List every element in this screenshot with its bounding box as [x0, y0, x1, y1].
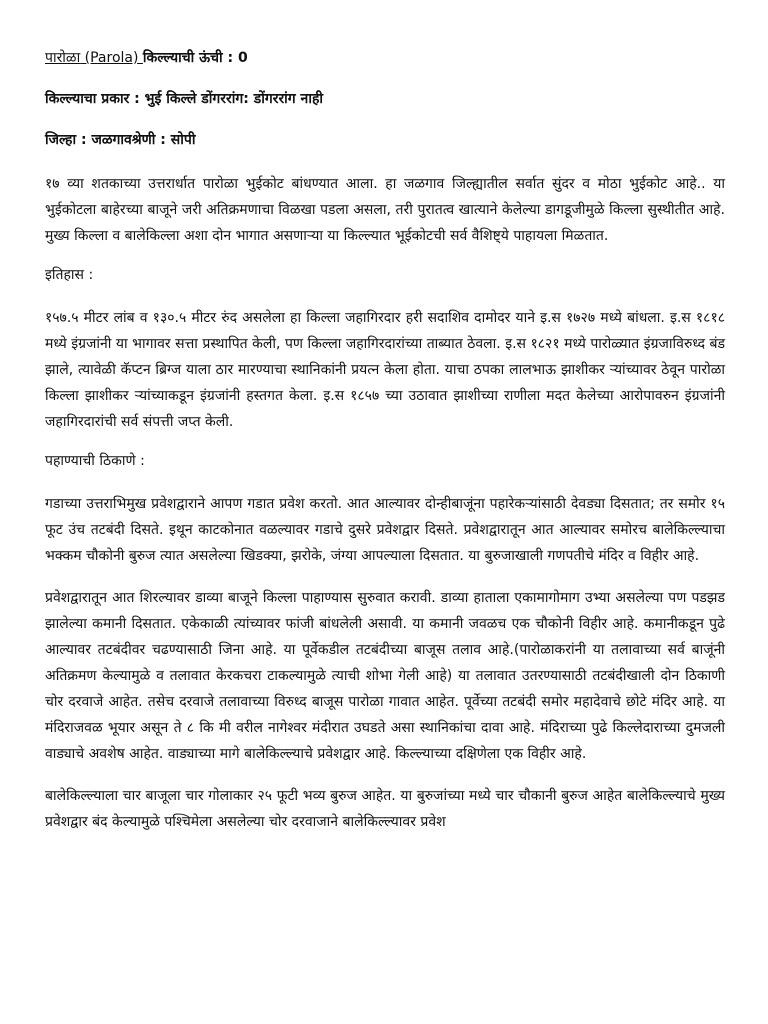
history-paragraph: १५७.५ मीटर लांब व १३०.५ मीटर रुंद असलेला हा किल्ला जहागिरदार हरी सदाशिव दामोदर याने इ.स १७२७ मध्ये बांधला. इ.स १८१८ मध्ये इंग्रजांनी या भागावर सत्ता प्रस्थापित केली, पण किल्ला जहागिरदारांच्या ताब्यात ठेवला. इ.स १८२१ मध्ये पारोळ्यात इंग्रजाविरुध्द बंड झाले, त्यावेळी कॅप्टन ब्रिग्ज याला ठार मारण्याचा स्थानिकांनी प्रयत्न केला होता. याचा ठपका लालभाऊ झाशीकर ऱ्यांच्यावर ठेवून पारोळा किल्ला झाशीकर ऱ्यांच्याकडून इंग्रजांनी हस्तगत केला. इ.स १८५७ च्या उठावात झाशीच्या राणीला मदत केलेच्या आरोपावरुन इंग्रजांनी जहागिरदारांची सर्व संपत्ती जप्त केली.	[45, 310, 725, 430]
places-paragraph-3: बालेकिल्ल्याला चार बाजूला चार गोलाकार २५ फूटी भव्य बुरुज आहेत. या बुरुजांच्या मध्ये चार चौकानी बुरुज आहेत बालेकिल्ल्याचे मुख्य प्रवेशद्वार बंद केल्यामुळे पश्चिमेला असलेल्या चोर दरवाजाने बालेकिल्ल्यावर प्रवेश	[45, 788, 725, 830]
district-line: जिल्हा : जळगावश्रेणी : सोपी	[45, 132, 196, 148]
places-paragraph-1: गडाच्या उत्तराभिमुख प्रवेशद्वाराने आपण गडात प्रवेश करतो. आत आल्यावर दोन्हीबाजूंना पहारेकऱ्यांसाठी देवड्या दिसतात; तर समोर १५ फूट उंच तटबंदी दिसते. इथून काटकोनात वळल्यावर गडाचे दुसरे प्रवेशद्वार दिसते. प्रवेशद्वारातून आत आल्यावर समोरच बालेकिल्ल्याचा भक्कम चौकोनी बुरुज त्यात असलेल्या खिडक्या, झरोके, जंग्या आपल्याला दिसतात. या बुरुजाखाली गणपतीचे मंदिर व विहीर आहे.	[45, 496, 725, 564]
places-heading: पहाण्याची ठिकाणे :	[45, 453, 145, 469]
history-heading: इतिहास :	[45, 267, 94, 283]
height-label: किल्ल्याची ऊंची :	[142, 50, 234, 66]
document-page	[45, 48, 725, 851]
fort-type-line: किल्ल्याचा प्रकार : भुई किल्ले डोंगररांग: डोंगररांग नाही	[45, 91, 324, 107]
places-paragraph-2: प्रवेशद्वारातून आत शिरल्यावर डाव्या बाजूने किल्ला पाहाण्यास सुरुवात करावी. डाव्या हाताला एकामागोमाग उभ्या असलेल्या पण पडझड झालेल्या कमानी दिसतात. एकेकाळी त्यांच्यावर फांजी बांधलेली असावी. या कमानी जवळच एक चौकोनी विहीर आहे. कमानीकडून पुढे आल्यावर तटबंदीवर चढण्यासाठी जिना आहे. या पूर्वेकडील तटबंदीच्या बाजूस तलाव आहे.(पारोळाकरांनी या तलावाच्या सर्व बाजूंनी अतिक्रमण केल्यामुळे व तलावात केरकचरा टाकल्यामुळे त्याची शोभा गेली आहे) या तलावात उतरण्यासाठी तटबंदीखाली दोन ठिकाणी चोर दरवाजे आहेत. तसेच दरवाजे तलावाच्या विरुध्द बाजूस पारोळा गावात आहेत. पूर्वेच्या तटबंदी समोर महादेवाचे छोटे मंदिर आहे. या मंदिराजवळ भूयार असून ते ८ कि मी वरील नागेश्वर मंदीरात उघडते असा स्थानिकांचा दावा आहे. मंदिराच्या पुढे किल्लेदाराच्या दुमजली वाड्याचे अवशेष आहेत. वाड्याच्या मागे बालेकिल्ल्याचे प्रवेशद्वार आहे. किल्ल्याच्या दक्षिणेला एक विहीर आहे.	[45, 590, 725, 762]
place-english: (Parola)	[80, 50, 143, 66]
height-line	[45, 48, 725, 68]
place-link[interactable]: पारोळा	[45, 50, 81, 66]
height-value: 0	[233, 50, 248, 66]
intro-paragraph: १७ व्या शतकाच्या उत्तरार्धात पारोळा भुईकोट बांधण्यात आला. हा जळगाव जिल्ह्यातील सर्वात सुंदर व मोठा भुईकोट आहे.. या भुईकोटला बाहेरच्या बाजूने जरी अतिक्रमणाचा विळखा पडला असला, तरी पुरातत्व खात्याने केलेल्या डागडूजीमुळे किल्ला सुस्थीतीत आहे. मुख्य किल्ला व बालेकिल्ला अशा दोन भागात असणाऱ्या या किल्ल्यात भूईकोटची सर्व वैशिष्ट्ये पाहायला मिळतात.	[45, 176, 725, 244]
